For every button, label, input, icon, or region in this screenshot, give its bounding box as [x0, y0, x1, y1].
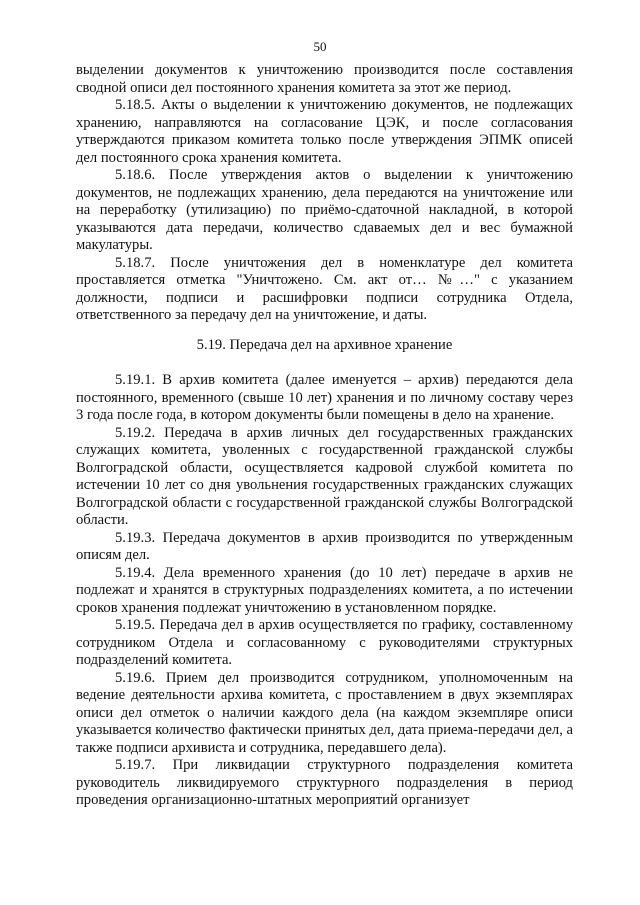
paragraph-5-19-4: 5.19.4. Дела временного хранения (до 10 лет) передаче в архив не подлежат и хранятся в структурных подразделениях комитета, а по истечении сроков хранения подлежат уничтожению в установленном порядке.: [76, 564, 573, 616]
paragraph-5-19-3: 5.19.3. Передача документов в архив производится по утвержденным описям дел.: [76, 529, 573, 563]
page-number: 50: [313, 39, 327, 54]
paragraph-5-19-2: 5.19.2. Передача в архив личных дел государственных гражданских служащих комитета, уволенных с государственной гражданской службы Волгоградской области, осуществляется кадровой службой комитета по истечении 10 лет со дня увольнения государственных гражданских служащих Волгоградской области с государственной гражданской службы Волгоградской области.: [76, 424, 573, 528]
paragraph-continuation: выделении документов к уничтожению производится после составления сводной описи дел постоянного хранения комитета за этот же период.: [76, 62, 573, 96]
paragraph-5-19-7: 5.19.7. При ликвидации структурного подразделения комитета руководитель ликвидируемого структурного подразделения в период проведения организационно-штатных мероприятий организует: [76, 757, 573, 808]
section-heading: 5.19. Передача дел на архивное хранение: [196, 336, 453, 353]
paragraph-5-18-7: 5.18.7. После уничтожения дел в номенклатуре дел комитета проставляется отметка "Уничтожено. См. акт от… №…" с указанием должности, подписи и расшифровки подписи сотрудника Отдела, ответственного за передачу дел на уничтожение, и даты.: [76, 254, 573, 323]
paragraph-5-19-6: 5.19.6. Прием дел производится сотрудником, уполномоченным на ведение деятельности архива комитета, с проставлением в двух экземплярах описи дел отметок о наличии каждого дела (на каждом экземпляре описи указывается количество фактически принятых дел, дата приема-передачи дел, а также подписи архивиста и сотрудника, передавшего дела).: [76, 669, 573, 756]
paragraph-5-18-5: 5.18.5. Акты о выделении к уничтожению документов, не подлежащих хранению, направляются на согласование ЦЭК, и после согласования утверждаются приказом комитета только после утверждения ЭПМК описей дел постоянного срока хранения комитета.: [76, 97, 573, 166]
paragraph-5-19-1: 5.19.1. В архив комитета (далее именуется – архив) передаются дела постоянного, временного (свыше 10 лет) хранения и по личному составу через 3 года после года, в котором документы были помещены в дело на хранение.: [76, 372, 573, 423]
document-body: [76, 62, 573, 810]
paragraph-5-19-5: 5.19.5. Передача дел в архив осуществляется по графику, составленному сотрудником Отдела и согласованному с руководителями структурных подразделений комитета.: [76, 617, 573, 668]
paragraph-5-18-6: 5.18.6. После утверждения актов о выделении к уничтожению документов, не подлежащих хранению, дела передаются на уничтожение или на переработку (утилизацию) по приёмо-сдаточной накладной, в которой указываются дата передачи, количество сдаваемых дел и вес бумажной макулатуры.: [76, 167, 573, 253]
